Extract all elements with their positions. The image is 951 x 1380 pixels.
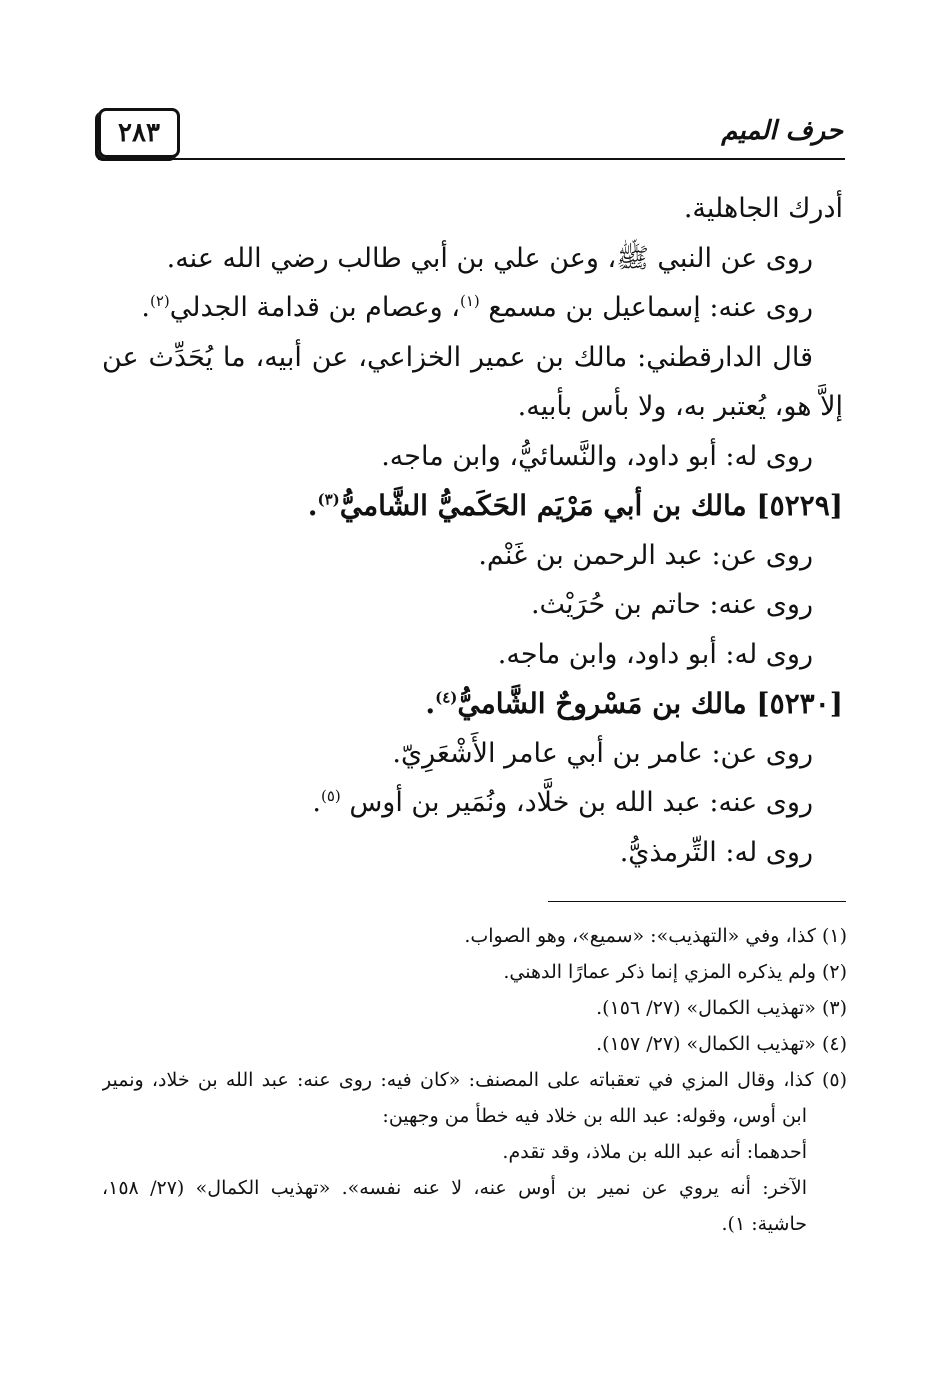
text-span: روى عنه: عبد الله بن خلَّاد، ونُمَير بن أوس	[349, 787, 813, 818]
header-divider	[98, 158, 845, 160]
entry-heading	[102, 679, 843, 729]
footnote-continuation: حاشية: ١).	[721, 1213, 807, 1235]
footnote-ref: (٥)	[320, 787, 341, 805]
text-line	[102, 283, 843, 333]
text-line: روى له: التِّرمذيُّ.	[619, 836, 813, 868]
punctuation: .	[425, 687, 436, 720]
text-line: روى له: أبو داود، وابن ماجه.	[497, 638, 813, 670]
text-span: ، وعصام بن قدامة الجدلي	[169, 292, 460, 323]
footnote-ref: (٣)	[317, 490, 340, 509]
text-line: أدرك الجاهلية.	[683, 193, 843, 224]
heading-text: [٥٢٣٠] مالك بن مَسْروحٌ الشَّاميُّ	[457, 687, 843, 720]
text-line: روى عن: عامر بن أبي عامر الأَشْعَرِيّ.	[392, 737, 813, 769]
footnote: (١) كذا، وفي «التهذيب»: «سميع»، وهو الصواب.	[464, 925, 847, 947]
footnote-divider	[548, 901, 846, 902]
text-span: روى عنه: إسماعيل بن مسمع	[488, 292, 813, 323]
text-line: روى له: أبو داود، والنَّسائيُّ، وابن ماجه.	[381, 440, 813, 472]
heading-text: [٥٢٢٩] مالك بن أبي مَرْيَم الحَكَميُّ الشَّاميُّ	[339, 489, 843, 522]
footnote: (٤) «تهذيب الكمال» (٢٧/ ١٥٧).	[596, 1033, 847, 1055]
punctuation: .	[141, 292, 150, 323]
page-number-text: ٢٨٣	[118, 118, 160, 148]
text-line: إلاَّ هو، يُعتبر به، ولا بأس بأبيه.	[517, 391, 843, 422]
text-line: روى عن: عبد الرحمن بن غَنْم.	[478, 539, 813, 571]
chapter-title: حرف الميم	[721, 116, 843, 146]
punctuation: .	[312, 787, 321, 818]
footnote-ref: (١)	[459, 292, 480, 310]
footnote-continuation: ابن أوس، وقوله: عبد الله بن خلاد فيه خطأ من وجهين:	[382, 1105, 807, 1127]
footnote-ref: (٢)	[150, 292, 170, 310]
text-line: روى عن النبي ﷺ، وعن علي بن أبي طالب رضي الله عنه.	[166, 242, 813, 274]
footnote-continuation: أحدهما: أنه عبد الله بن ملاذ، وقد تقدم.	[502, 1141, 807, 1163]
text-line: روى عنه: حاتم بن حُرَيْث.	[530, 589, 813, 620]
main-text	[102, 184, 843, 877]
footnote: (٣) «تهذيب الكمال» (٢٧/ ١٥٦).	[596, 997, 847, 1019]
entry-heading	[102, 481, 843, 531]
punctuation: .	[307, 489, 318, 522]
text-line: قال الدارقطني: مالك بن عمير الخزاعي، عن أبيه، ما يُحَدِّث عن	[102, 341, 813, 373]
footnote-continuation: الآخر: أنه يروي عن نمير بن أوس عنه، لا عنه نفسه». «تهذيب الكمال» (٢٧/ ١٥٨،	[102, 1177, 807, 1199]
footnote: (٥) كذا، وقال المزي في تعقباته على المصنف: «كان فيه: روى عنه: عبد الله بن خلاد، ونمير	[102, 1069, 847, 1091]
page-number	[98, 108, 180, 158]
footnote: (٢) ولم يذكره المزي إنما ذكر عمارًا الدهني.	[503, 961, 847, 983]
footnotes	[102, 918, 847, 1242]
footnote-ref: (٤)	[435, 688, 458, 707]
text-line	[102, 778, 843, 828]
